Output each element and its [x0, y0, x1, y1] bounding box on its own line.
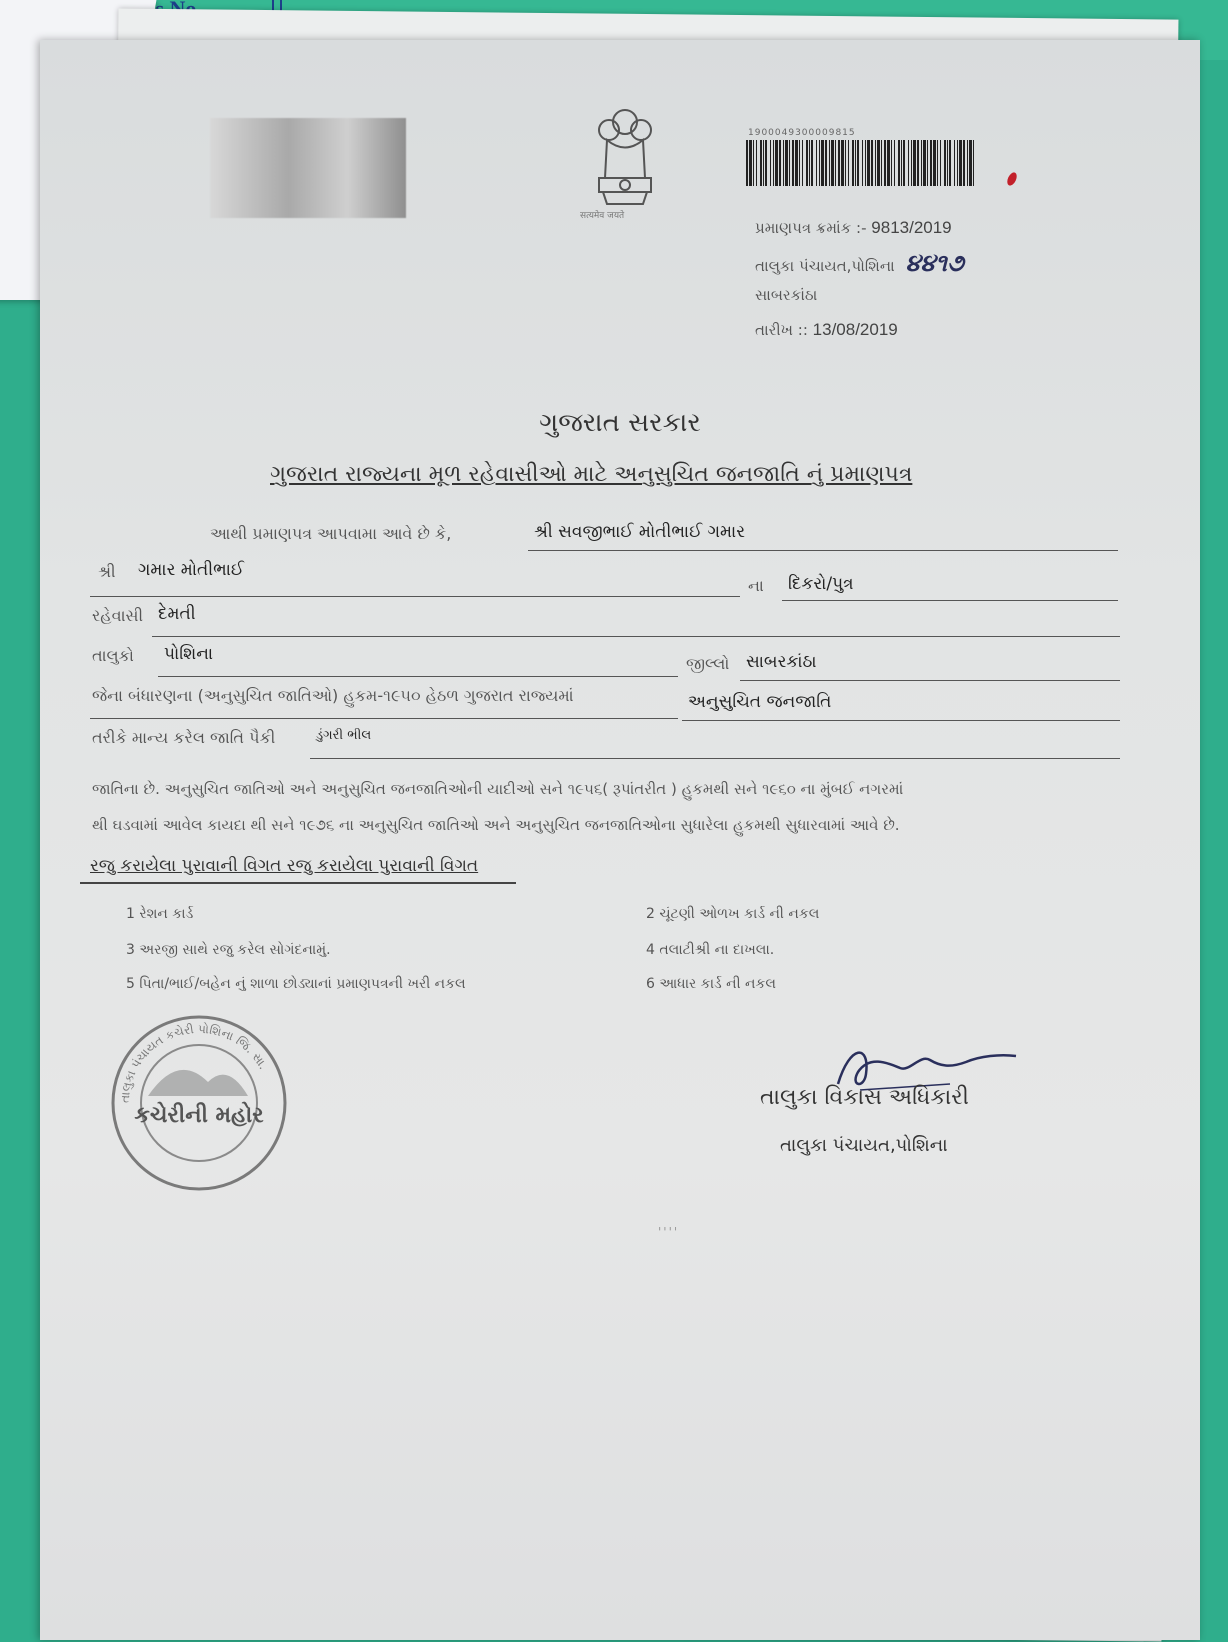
- barcode-bar: [773, 140, 774, 186]
- barcode-bar: [821, 140, 824, 186]
- document-item: 6 આધાર કાર્ડ ની નકલ: [646, 976, 776, 992]
- taluka-line: [158, 676, 678, 677]
- barcode-bar: [841, 140, 844, 186]
- resident-value: દેમતી: [158, 604, 196, 624]
- caste-line: [310, 758, 1120, 759]
- cert-number-value: 9813/2019: [871, 218, 952, 237]
- district-label: જીલ્લો: [686, 654, 730, 673]
- legal-paragraph-line-2: થી ઘડવામાં આવેલ કાયદા થી સને ૧૯૭૬ ના અનુસુચિત જાતિઓ અને અનુસુચિત જનજાતિઓના સુધારેલા હુકમથી સુધારવામાં આવે છે.: [92, 816, 900, 834]
- barcode-bar: [809, 140, 810, 186]
- emblem-caption: सत्यमेव जयते: [580, 211, 625, 221]
- barcode-bar: [969, 140, 972, 186]
- barcode-bar: [940, 140, 941, 186]
- barcode-bar: [967, 140, 968, 186]
- barcode-bar: [811, 140, 813, 186]
- date-row: [755, 320, 898, 340]
- barcode-bar: [959, 140, 962, 186]
- barcode-bar: [865, 140, 866, 186]
- applicant-photo: [210, 118, 406, 218]
- barcode-bar: [923, 140, 926, 186]
- barcode-bar: [819, 140, 820, 186]
- category-value: અનુસુચિત જનજાતિ: [688, 692, 832, 712]
- barcode-bar: [930, 140, 932, 186]
- barcode-bar: [816, 140, 817, 186]
- barcode-bar: [831, 140, 834, 186]
- barcode-bar: [871, 140, 873, 186]
- relation-label: ના: [748, 576, 764, 595]
- barcode-bar: [770, 140, 771, 186]
- father-name-line: [90, 596, 740, 597]
- barcode-bar: [901, 140, 902, 186]
- taluka-value: પોશિના: [164, 644, 214, 664]
- barcode: [746, 140, 976, 186]
- holder-name-line: [528, 550, 1118, 551]
- holder-name: શ્રી સવજીભાઈ મોતીભાઈ ગમાર: [534, 522, 745, 542]
- red-ink-mark: [1005, 171, 1018, 187]
- caste-value: ડુંગરી ભીલ: [316, 728, 372, 743]
- barcode-bar: [746, 140, 748, 186]
- office-row: [755, 248, 964, 277]
- barcode-bar: [789, 140, 790, 186]
- seal-ring-text: તાલુકા પંચાયત કચેરી પોશિના જિ. સા.: [117, 1021, 271, 1104]
- government-title: ગુજરાત સરકાર: [539, 408, 701, 438]
- barcode-bar: [825, 140, 827, 186]
- barcode-bar: [917, 140, 919, 186]
- barcode-bar: [775, 140, 778, 186]
- barcode-bar: [887, 140, 890, 186]
- barcode-bar: [877, 140, 880, 186]
- barcode-bar: [779, 140, 781, 186]
- barcode-bar: [949, 140, 951, 186]
- barcode-bar: [765, 140, 767, 186]
- resident-line: [152, 636, 1120, 637]
- barcode-bar: [845, 140, 846, 186]
- cert-number-row: [755, 218, 952, 238]
- barcode-bar: [829, 140, 830, 186]
- barcode-bar: [838, 140, 840, 186]
- district-line: [740, 680, 1120, 681]
- barcode-bar: [862, 140, 863, 186]
- order-label: જેના બંધારણના (અનુસુચિત જાતિઓ) હુકમ-૧૯૫૦ હેઠળ ગુજરાત રાજ્યમાં: [92, 686, 574, 705]
- barcode-bar: [806, 140, 808, 186]
- barcode-bar: [921, 140, 922, 186]
- barcode-bar: [884, 140, 886, 186]
- legal-paragraph-line-1: જાતિના છે. અનુસુચિત જાતિઓ અને અનુસુચિત જનજાતિઓની યાદીઓ સને ૧૯૫૬( રૂપાંતરીત ) હુકમથી સને ૧૯૬૦ ના મુંબઈ નગરમાં: [92, 780, 904, 798]
- barcode-bar: [857, 140, 859, 186]
- barcode-bar: [760, 140, 762, 186]
- office-handwritten-number: ૪૪૧૭: [905, 248, 964, 277]
- barcode-bar: [763, 140, 764, 186]
- barcode-bar: [795, 140, 798, 186]
- barcode-bar: [973, 140, 974, 186]
- certificate-title: ગુજરાત રાજ્યના મૂળ રહેવાસીઓ માટે અનુસુચિત જનજાતિ નું પ્રમાણપત્ર: [270, 462, 913, 487]
- office-seal-stamp: [108, 1012, 290, 1194]
- resident-label: રહેવાસી: [92, 606, 144, 625]
- barcode-bar: [963, 140, 965, 186]
- barcode-bar: [908, 140, 909, 186]
- order-line: [90, 718, 678, 719]
- document-item: 4 તલાટીશ્રી ના દાખલા.: [646, 942, 775, 958]
- barcode-bar: [927, 140, 928, 186]
- barcode-number: 1900049300009815: [748, 128, 856, 138]
- relation-line: [782, 600, 1118, 601]
- barcode-bar: [937, 140, 938, 186]
- father-name: ગમાર મોતીભાઈ: [138, 560, 245, 580]
- barcode-bar: [855, 140, 856, 186]
- taluka-label: તાલુકો: [92, 646, 134, 665]
- document-item: 5 પિતા/ભાઈ/બહેન નું શાળા છોડ્યાનાં પ્રમાણપત્રની ખરી નકલ: [126, 976, 466, 992]
- barcode-bar: [913, 140, 916, 186]
- signatory-office: તાલુકા પંચાયત,પોશિના: [780, 1135, 948, 1156]
- barcode-bar: [898, 140, 900, 186]
- barcode-bar: [947, 140, 948, 186]
- barcode-bar: [933, 140, 936, 186]
- barcode-bar: [911, 140, 912, 186]
- documents-heading-rule: [80, 882, 516, 884]
- document-item: 3 અરજી સાથે રજુ કરેલ સોગંદનામું.: [126, 942, 331, 958]
- barcode-bar: [799, 140, 800, 186]
- barcode-bar: [903, 140, 905, 186]
- intro-label: આથી પ્રમાણપત્ર આપવામા આવે છે કે,: [210, 524, 452, 543]
- date-label: તારીખ ::: [755, 321, 808, 339]
- district-header: સાબરકાંઠા: [755, 286, 818, 304]
- district-value: સાબરકાંઠા: [746, 652, 817, 672]
- barcode-bar: [867, 140, 870, 186]
- seal-text: કચેરીની મહોર: [134, 1103, 264, 1128]
- barcode-bar: [957, 140, 958, 186]
- relation-value: દિકરો/પુત્ર: [788, 574, 854, 594]
- barcode-bar: [756, 140, 757, 186]
- barcode-bar: [875, 140, 876, 186]
- signatory-title: તાલુકા વિકાસ અધિકારી: [760, 1085, 969, 1110]
- cert-number-label: પ્રમાણપત્ર ક્રમાંક :-: [755, 219, 867, 237]
- father-prefix: શ્રી: [98, 562, 116, 581]
- category-line: [682, 720, 1120, 721]
- barcode-bar: [749, 140, 752, 186]
- office-label: તાલુકા પંચાયત,પોશિના: [755, 257, 895, 275]
- ink-smudge: '''': [658, 1225, 680, 1239]
- caste-label: તરીકે માન્ય કરેલ જાતિ પૈકી: [92, 728, 276, 747]
- barcode-bar: [802, 140, 803, 186]
- barcode-bar: [954, 140, 955, 186]
- barcode-bar: [944, 140, 946, 186]
- barcode-bar: [785, 140, 788, 186]
- documents-heading: રજુ કરાયેલા પુરાવાની વિગત રજુ કરાયેલા પુરાવાની વિગત: [90, 856, 479, 876]
- document-item: 1 રેશન કાર્ડ: [126, 906, 194, 922]
- barcode-bar: [753, 140, 754, 186]
- barcode-bar: [894, 140, 895, 186]
- barcode-bar: [835, 140, 836, 186]
- barcode-bar: [848, 140, 849, 186]
- barcode-bar: [792, 140, 794, 186]
- barcode-bar: [891, 140, 892, 186]
- document-item: 2 ચૂંટણી ઓળખ કાર્ડ ની નકલ: [646, 906, 820, 922]
- barcode-bar: [881, 140, 882, 186]
- barcode-bar: [852, 140, 854, 186]
- barcode-bar: [783, 140, 784, 186]
- date-value: 13/08/2019: [812, 320, 898, 339]
- certificate-page: [40, 40, 1200, 1640]
